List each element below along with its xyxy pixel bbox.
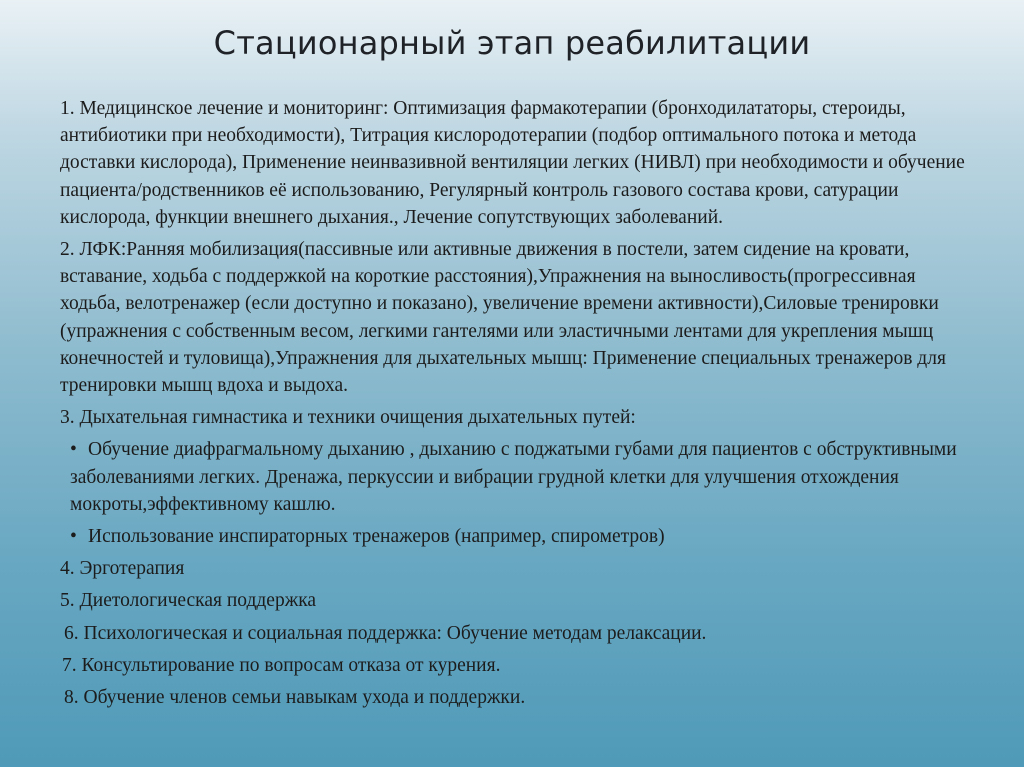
bullet-item-1 bbox=[60, 436, 975, 518]
bullet-text-1: Обучение диафрагмальному дыханию , дыханию с поджатыми губами для пациентов с обструктивными заболеваниями легких. Дренажа, перкуссии и вибрации грудной клетки для улучшения отхождения мокроты,эффективному кашлю. bbox=[70, 439, 957, 515]
bullet-icon: • bbox=[70, 526, 77, 548]
bullet-icon: • bbox=[70, 439, 77, 461]
item-1: 1. Медицинское лечение и мониторинг: Оптимизация фармакотерапии (бронходилататоры, стероиды, антибиотики при необходимости), Титрация кислородотерапии (подбор оптимального потока и метода доставки кислорода), Применение неинвазивной вентиляции легких (НИВЛ) при необходимости и обучение пациента/родственников её использованию, Регулярный контроль газового состава крови, сатурации кислорода, функции внешнего дыхания., Лечение сопутствующих заболеваний. bbox=[60, 98, 965, 228]
slide-content bbox=[60, 95, 975, 716]
slide-title: Стационарный этап реабилитации bbox=[213, 24, 811, 62]
item-8: 8. Обучение членов семьи навыкам ухода и поддержки. bbox=[64, 687, 526, 709]
item-5: 5. Диетологическая поддержка bbox=[60, 590, 317, 612]
item-6: 6. Психологическая и социальная поддержка: Обучение методам релаксации. bbox=[64, 622, 707, 644]
bullet-item-2 bbox=[60, 523, 975, 550]
item-2: 2. ЛФК:Ранняя мобилизация(пассивные или активные движения в постели, затем сидение на кровати, вставание, ходьба с поддержкой на короткие расстояния),Упражнения на выносливость(прогрессивная ходьба, велотренажер (если доступно и показано), увеличение времени активности),Силовые тренировки (упражнения с собственным весом, легкими гантелями или эластичными лентами для укрепления мышц конечностей и туловища),Упражнения для дыхательных мышц: Применение специальных тренажеров для тренировки мышц вдоха и выдоха. bbox=[60, 239, 946, 397]
item-7: 7. Консультирование по вопросам отказа от курения. bbox=[62, 654, 501, 676]
item-3: 3. Дыхательная гимнастика и техники очищения дыхательных путей: bbox=[60, 407, 636, 429]
bullet-text-2: Использование инспираторных тренажеров (например, спирометров) bbox=[88, 526, 665, 548]
item-4: 4. Эрготерапия bbox=[60, 558, 185, 580]
